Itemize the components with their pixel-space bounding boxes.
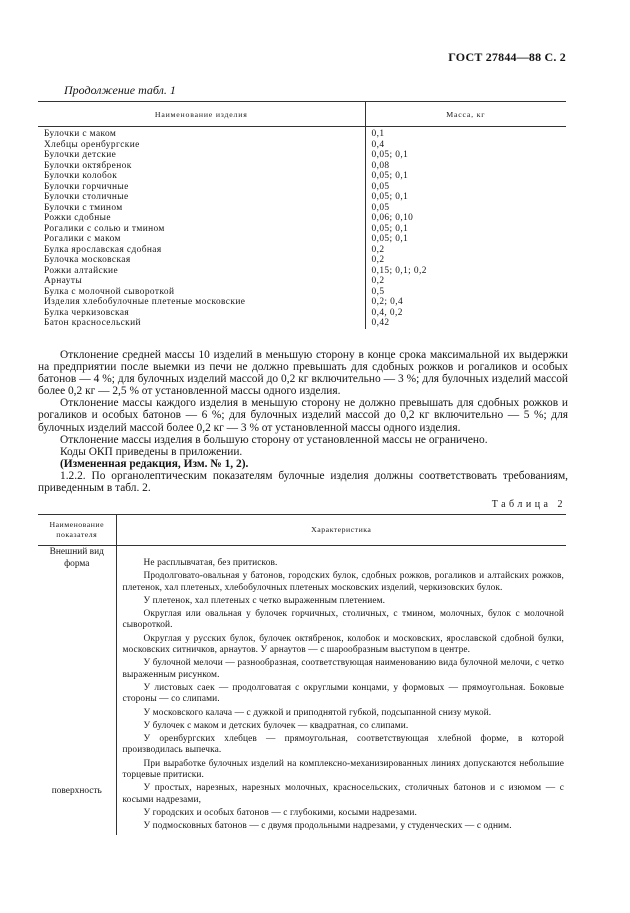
mass-table-header-row xyxy=(38,102,566,127)
table-row xyxy=(38,266,566,277)
paragraph-upper-deviation: Отклонение массы изделия в большую сторону от установленной массы не ограничено. xyxy=(60,433,488,446)
label-cell-surface xyxy=(38,783,116,834)
product-name-cell: Булочки с маком xyxy=(38,127,365,140)
organoleptic-table xyxy=(38,514,566,835)
surface-characteristic-item: У простых, нарезных, нарезных молочных, красносельских, столичных батонов и с изюмом — с косыми надрезами, xyxy=(122,783,564,805)
label-form: форма xyxy=(64,559,90,569)
organoleptic-table-header-row xyxy=(38,515,566,546)
table-row xyxy=(38,127,566,140)
form-characteristic-item: У московского калача — с дужкой и приподнятой губкой, подсыпанной снизу мукой. xyxy=(143,707,492,718)
table-row xyxy=(38,224,566,235)
table-row xyxy=(38,161,566,172)
label-surface: поверхность xyxy=(51,786,102,797)
table-row xyxy=(38,245,566,256)
product-mass-cell: 0,05; 0,1 xyxy=(371,223,409,234)
surface-characteristic-item: У подмосковных батонов — с двумя продольными надрезами, у студенческих — с одним. xyxy=(143,821,512,832)
product-mass-cell: 0,4 xyxy=(371,139,385,150)
surface-characteristics xyxy=(116,783,566,834)
table-row xyxy=(38,182,566,193)
table-continuation-label: Продолжение табл. 1 xyxy=(64,83,176,97)
product-name-cell: Булочки горчичные xyxy=(38,182,365,193)
mass-table-header-name: Наименование изделия xyxy=(38,102,365,127)
table-row xyxy=(38,234,566,245)
product-mass-cell: 0,08 xyxy=(371,160,390,171)
paragraph-okp-codes: Коды ОКП приведены в приложении. xyxy=(60,445,243,458)
form-characteristic-item: При выработке булочных изделий на комплексно-механизированных линиях допускаются небольшие торцевые притиски. xyxy=(122,758,564,781)
product-name-cell: Булочка московская xyxy=(38,255,365,266)
table-row xyxy=(38,171,566,182)
form-characteristic-item: Не расплывчатая, без притисков. xyxy=(143,558,278,568)
label-cell-appearance xyxy=(38,546,116,784)
mass-table-header-mass: Масса, кг xyxy=(365,102,566,127)
product-name-cell: Булка с молочной сывороткой xyxy=(38,287,365,298)
table2-caption: Таблица 2 xyxy=(491,499,566,510)
organoleptic-header-characteristic: Характеристика xyxy=(116,515,566,546)
product-name-cell: Изделия хлебобулочные плетеные московские xyxy=(38,297,365,308)
product-name-cell: Рожки алтайские xyxy=(38,266,365,277)
product-name-cell: Булочки октябренок xyxy=(38,161,365,172)
paragraph-organoleptic: 1.2.2. По органолептическим показателям булочные изделия должны соответствовать требованиям, приведенным в табл. 2. xyxy=(38,469,568,495)
product-mass-cell: 0,06; 0,10 xyxy=(371,213,414,223)
form-characteristic-item: У булочек с маком и детских булочек — квадратная, со слипами. xyxy=(143,720,409,731)
product-mass-cell: 0,2 xyxy=(371,276,385,286)
table-row xyxy=(38,318,566,329)
product-name-cell: Булочки детские xyxy=(38,150,365,161)
form-characteristic-item: У листовых саек — продолговатая с округлыми концами, у формовых — прямоугольная. Боковые стороны — со слипами. xyxy=(122,682,564,705)
paragraph-item-mass-deviation: Отклонение массы каждого изделия в меньшую сторону не должно превышать для сдобных рожков и рогаликов и особых батонов — 6 %; для булочных изделий массой до 0,2 кг включительно — 5 %; для булочных изделий массой более 0,2 кг — 3 % от установленной массы одного изделия. xyxy=(38,397,568,434)
table-row xyxy=(38,308,566,319)
table-row xyxy=(38,297,566,308)
product-name-cell: Булочки колобок xyxy=(38,171,365,182)
product-mass-cell: 0,4, 0,2 xyxy=(371,307,403,318)
form-characteristic-item: У оренбургских хлебцев — прямоугольная, соответствующая хлебной форме, в которой производилась выпечка. xyxy=(122,734,564,756)
product-name-cell: Рогалики с маком xyxy=(38,234,365,245)
table-row xyxy=(38,287,566,298)
product-mass-cell: 0,05; 0,1 xyxy=(371,192,409,202)
product-name-cell: Булочки с тмином xyxy=(38,203,365,214)
form-characteristic-item: У плетенок, хал плетеных с четко выраженным плетением. xyxy=(143,595,386,606)
product-name-cell: Хлебцы оренбургские xyxy=(38,140,365,151)
row-appearance xyxy=(38,546,566,784)
product-mass-cell: 0,2 xyxy=(371,255,385,265)
form-items-list xyxy=(123,558,565,783)
label-appearance: Внешний вид xyxy=(49,547,104,557)
product-name-cell: Булочки столичные xyxy=(38,192,365,203)
mass-table xyxy=(38,101,566,329)
form-characteristic-item: Округлая у русских булок, булочек октябренок, колобок и московских, ярославской сдобной булки, московских ситничков, арнаутов. У арнаутов — с шарообразным выступом в центре. xyxy=(122,633,564,656)
organoleptic-header-indicator: Наименование показателя xyxy=(38,515,116,546)
product-name-cell: Булка черкизовская xyxy=(38,308,365,319)
form-characteristics xyxy=(116,546,566,784)
form-characteristic-item: Округлая или овальная у булочек горчичных, столичных, с тмином, молочных, булок с молочной сывороткой. xyxy=(122,609,564,631)
page-header: ГОСТ 27844—88 С. 2 xyxy=(448,50,566,64)
product-name-cell: Булка ярославская сдобная xyxy=(38,245,365,256)
product-mass-cell: 0,2 xyxy=(371,244,385,255)
product-mass-cell: 0,05 xyxy=(371,202,390,213)
table-row xyxy=(38,203,566,214)
form-characteristic-item: Продолговато-овальная у батонов, городских булок, сдобных рожков, рогаликов и алтайских рожков, плетенок, хал плетеных, хлебобулочных плетеных московских изделий, черкизовских булок. xyxy=(122,571,564,593)
table-row xyxy=(38,140,566,151)
paragraph-revision-note: (Измененная редакция, Изм. № 1, 2). xyxy=(60,457,249,470)
product-mass-cell: 0,42 xyxy=(371,318,390,328)
form-characteristic-item: У булочной мелочи — разнообразная, соответствующая наименованию вида булочной мелочи, с четко выраженным рисунком. xyxy=(122,658,564,680)
table-row xyxy=(38,150,566,161)
product-mass-cell: 0,05; 0,1 xyxy=(371,150,409,160)
product-mass-cell: 0,1 xyxy=(371,129,385,139)
product-name-cell: Рожки сдобные xyxy=(38,213,365,224)
product-name-cell: Рогалики с солью и тмином xyxy=(38,224,365,235)
product-mass-cell: 0,05 xyxy=(371,181,390,192)
product-name-cell: Арнауты xyxy=(38,276,365,287)
item-spacer xyxy=(123,833,565,835)
surface-characteristic-item: У городских и особых батонов — с глубокими, косыми надрезами. xyxy=(143,807,417,818)
table-row xyxy=(38,213,566,224)
row-surface xyxy=(38,783,566,834)
mass-table-body xyxy=(38,127,566,329)
table-row xyxy=(38,276,566,287)
product-mass-cell: 0,5 xyxy=(371,286,385,297)
surface-items-list xyxy=(123,783,565,834)
table-row xyxy=(38,192,566,203)
product-mass-cell: 0,2; 0,4 xyxy=(371,297,404,307)
paragraph-avg-mass-deviation: Отклонение средней массы 10 изделий в меньшую сторону в конце срока максимальной их выдержки на предприятии после выемки из печи не должно превышать для сдобных рожков и рогаликов и особых батонов — 4 %; для булочных изделий массой до 0,2 кг включительно — 3 %; для булочных изделий массой более 0,2 кг — 2,5 % от установленной массы одного изделия. xyxy=(38,349,568,398)
table-row xyxy=(38,255,566,266)
product-name-cell: Батон красносельский xyxy=(38,318,365,329)
product-mass-cell: 0,05; 0,1 xyxy=(371,234,409,244)
product-mass-cell: 0,15; 0,1; 0,2 xyxy=(371,265,427,276)
body-text xyxy=(38,349,568,494)
product-mass-cell: 0,05; 0,1 xyxy=(371,171,409,181)
